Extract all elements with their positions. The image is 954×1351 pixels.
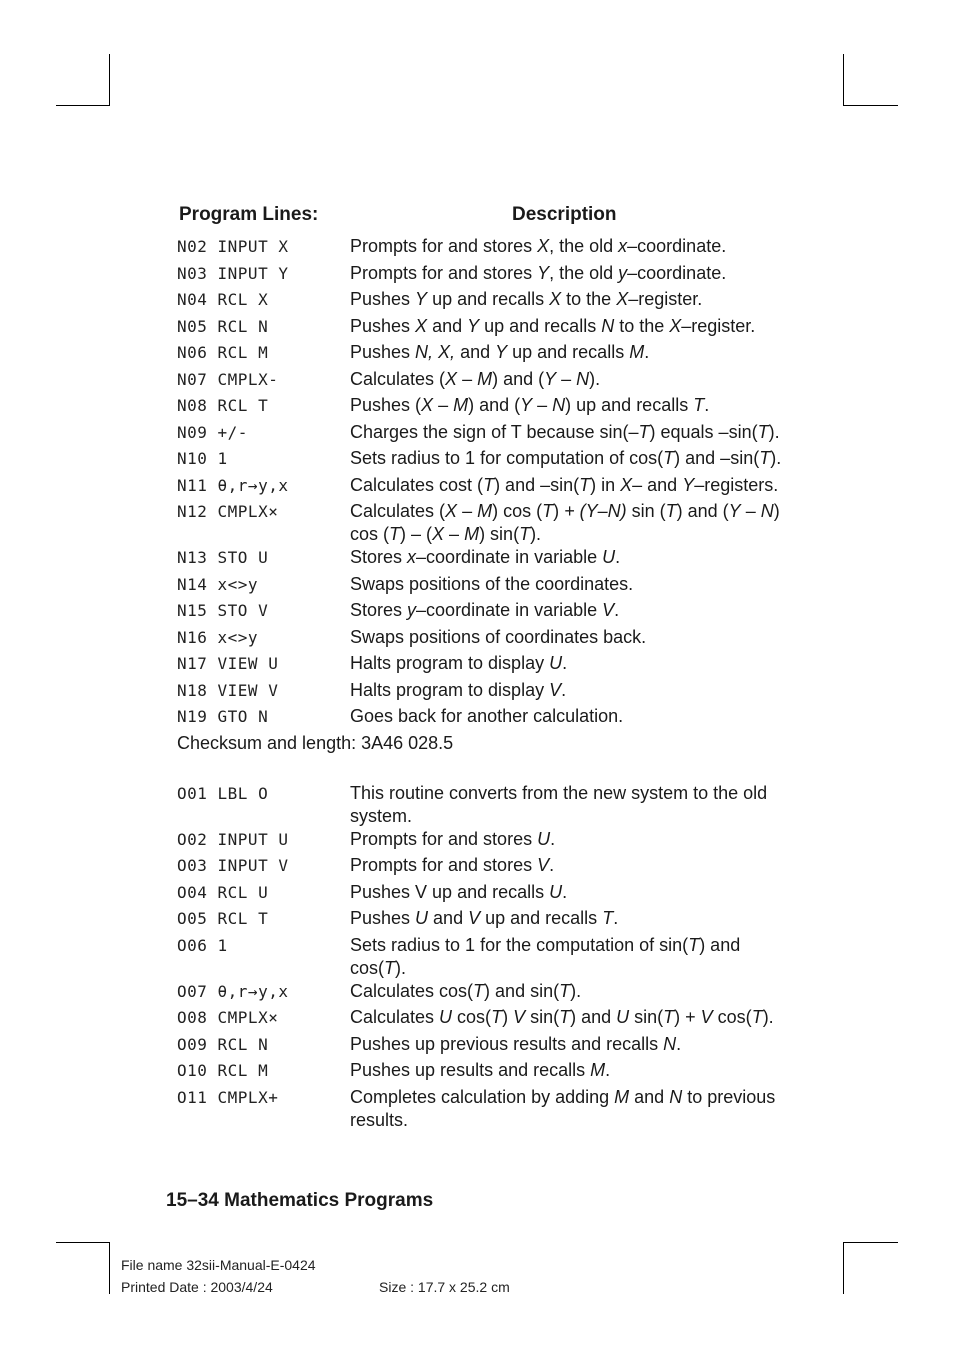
program-line-row (177, 341, 792, 368)
crop-mark (843, 1242, 898, 1243)
program-line-description: Pushes up results and recalls M. (350, 1060, 611, 1080)
crop-mark (109, 1242, 110, 1294)
program-line-row (177, 828, 792, 855)
program-section-n (177, 235, 792, 732)
program-line-description: Prompts for and stores U. (350, 828, 556, 849)
crop-mark (843, 105, 898, 106)
page-footer-title: 15–34 Mathematics Programs (166, 1190, 434, 1211)
program-line-description: Sets radius to 1 for computation of cos(T) and –sin(T). (350, 448, 782, 468)
program-line-row (177, 1006, 792, 1033)
crop-mark (109, 54, 110, 106)
program-line-description: Calculates (X – M) and (Y – N). (350, 368, 601, 389)
program-line-row (177, 262, 792, 289)
program-line-code: N17 VIEW U (177, 654, 279, 673)
program-line-code: O08 CMPLX× (177, 1008, 279, 1027)
crop-mark (843, 1242, 844, 1294)
program-line-code: N16 x<>y (177, 627, 259, 647)
program-line-row (177, 782, 792, 828)
program-line-description: This routine converts from the new system to the old system. (350, 782, 768, 826)
program-line-code: N12 CMPLX× (177, 502, 279, 521)
program-section-o (177, 782, 792, 1132)
program-line-row (177, 599, 792, 626)
checksum-line: Checksum and length: 3A46 028.5 (177, 732, 454, 753)
program-line-description: Pushes N, X, and Y up and recalls M. (350, 342, 650, 362)
program-line-row (177, 934, 792, 980)
program-line-row (177, 447, 792, 474)
program-line-description: Pushes (X – M) and (Y – N) up and recalls T. (350, 395, 710, 415)
file-name: File name 32sii-Manual-E-0424 (121, 1257, 316, 1273)
program-line-row (177, 652, 792, 679)
program-line-code: O05 RCL T (177, 909, 269, 928)
printed-date: Printed Date : 2003/4/24 (121, 1279, 273, 1295)
program-line-description: Prompts for and stores X, the old x–coordinate. (350, 236, 727, 256)
program-line-description: Prompts for and stores V. (350, 855, 555, 875)
program-line-row (177, 679, 792, 706)
program-line-description: Swaps positions of the coordinates. (350, 573, 634, 594)
program-line-code: O04 RCL U (177, 882, 269, 902)
program-line-row (177, 421, 792, 448)
program-line-description: Halts program to display U. (350, 653, 568, 673)
program-line-code: N14 x<>y (177, 574, 259, 594)
program-line-description: Pushes V up and recalls U. (350, 881, 568, 902)
program-line-code: O02 INPUT U (177, 829, 289, 849)
program-line-row (177, 315, 792, 342)
crop-mark (843, 54, 844, 106)
program-line-row (177, 235, 792, 262)
program-line-code: N19 GTO N (177, 707, 269, 726)
program-line-code: O06 1 (177, 935, 228, 955)
program-line-row (177, 907, 792, 934)
program-line-row (177, 1033, 792, 1060)
program-line-row (177, 1086, 792, 1132)
program-lines-header: Program Lines: (179, 204, 319, 225)
description-header: Description (512, 204, 617, 225)
crop-mark (56, 105, 110, 106)
program-line-row (177, 980, 792, 1007)
program-line-code: O11 CMPLX+ (177, 1087, 279, 1107)
program-line-code: O09 RCL N (177, 1034, 269, 1054)
program-line-code: O07 θ,r→y,x (177, 981, 289, 1001)
program-line-code: N15 STO V (177, 601, 269, 620)
program-line-code: N18 VIEW V (177, 680, 279, 700)
program-line-row (177, 705, 792, 732)
program-line-row (177, 1059, 792, 1086)
program-line-description: Calculates U cos(T) V sin(T) and U sin(T) + V cos(T). (350, 1007, 774, 1027)
program-line-description: Stores x–coordinate in variable U. (350, 547, 621, 567)
program-line-code: N11 θ,r→y,x (177, 475, 289, 495)
program-line-row (177, 368, 792, 395)
program-line-code: O03 INPUT V (177, 856, 289, 875)
program-line-code: N08 RCL T (177, 396, 269, 415)
program-line-description: Sets radius to 1 for the computation of sin(T) and cos(T). (350, 934, 741, 978)
program-line-description: Pushes X and Y up and recalls N to the X–register. (350, 315, 756, 336)
program-line-description: Calculates cos(T) and sin(T). (350, 980, 582, 1001)
program-line-description: Halts program to display V. (350, 679, 567, 700)
program-line-description: Pushes U and V up and recalls T. (350, 908, 619, 928)
program-line-row (177, 546, 792, 573)
program-line-code: O10 RCL M (177, 1061, 269, 1080)
program-line-row (177, 626, 792, 653)
page-size: Size : 17.7 x 25.2 cm (379, 1279, 510, 1295)
program-line-code: N03 INPUT Y (177, 263, 289, 283)
program-line-description: Goes back for another calculation. (350, 706, 624, 726)
program-line-description: Calculates (X – M) cos (T) + (Y–N) sin (T) and (Y – N) cos (T) – (X – M) sin(T). (350, 501, 780, 544)
program-listing (177, 235, 792, 1132)
program-line-description: Swaps positions of coordinates back. (350, 626, 647, 647)
program-line-description: Completes calculation by adding M and N to previous results. (350, 1086, 776, 1130)
program-line-code: N02 INPUT X (177, 237, 289, 256)
program-line-row (177, 854, 792, 881)
program-line-code: N05 RCL N (177, 316, 269, 336)
program-line-description: Prompts for and stores Y, the old y–coordinate. (350, 262, 727, 283)
program-line-code: N04 RCL X (177, 290, 269, 309)
program-line-row (177, 500, 792, 546)
program-line-row (177, 394, 792, 421)
program-line-description: Pushes Y up and recalls X to the X–register. (350, 289, 703, 309)
program-line-code: N07 CMPLX- (177, 369, 279, 389)
crop-mark (56, 1242, 110, 1243)
program-line-row (177, 881, 792, 908)
program-line-description: Pushes up previous results and recalls N. (350, 1033, 682, 1054)
program-line-row (177, 474, 792, 501)
program-line-code: N09 +/- (177, 422, 248, 442)
program-line-description: Charges the sign of T because sin(–T) equals –sin(T). (350, 421, 780, 442)
program-line-code: N10 1 (177, 449, 228, 468)
program-line-code: O01 LBL O (177, 783, 269, 803)
program-line-code: N13 STO U (177, 548, 269, 567)
program-line-code: N06 RCL M (177, 343, 269, 362)
program-line-description: Stores y–coordinate in variable V. (350, 600, 620, 620)
program-line-row (177, 573, 792, 600)
program-line-row (177, 288, 792, 315)
program-line-description: Calculates cost (T) and –sin(T) in X– and Y–registers. (350, 474, 779, 495)
